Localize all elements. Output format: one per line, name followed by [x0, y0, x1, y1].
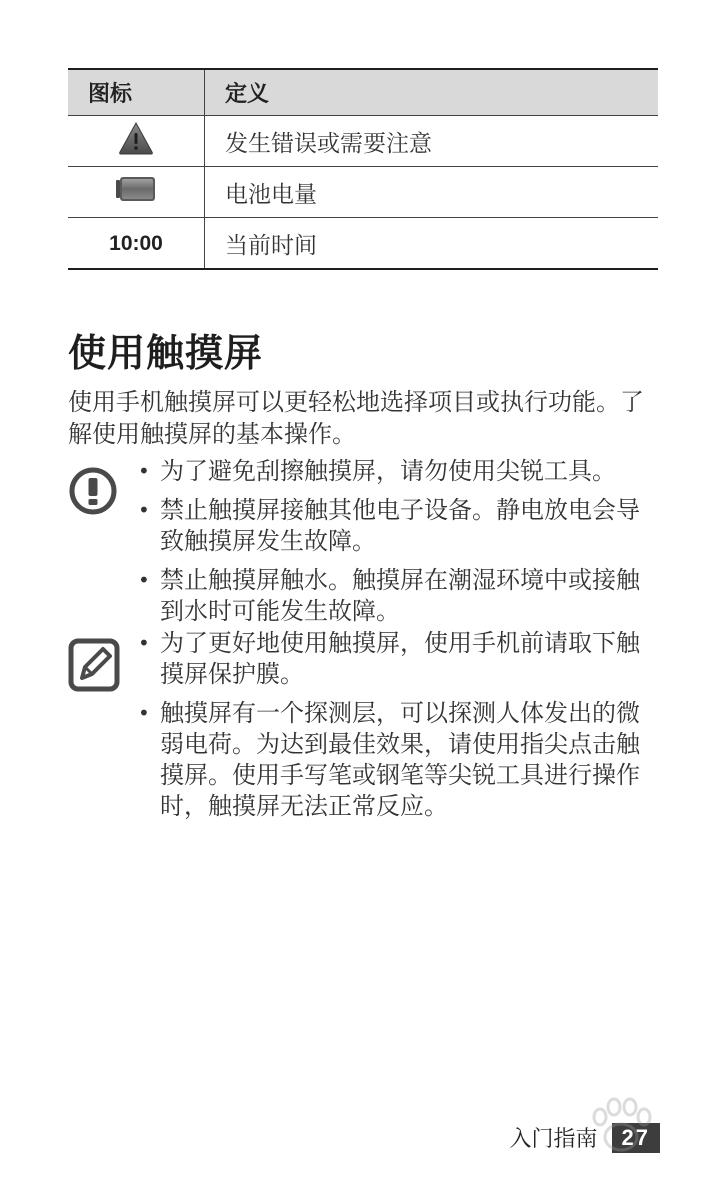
bullet-icon: • — [138, 498, 150, 522]
bullet-icon: • — [138, 701, 150, 725]
caution-notice — [68, 456, 658, 635]
list-item-text: 为了更好地使用触摸屏，使用手机前请取下触摸屏保护膜。 — [160, 629, 640, 688]
list-item-text: 禁止触摸屏接触其他电子设备。静电放电会导致触摸屏发生故障。 — [160, 496, 640, 555]
table-cell-icon — [68, 167, 205, 218]
list-item — [134, 495, 658, 557]
table-cell-definition: 发生错误或需要注意 — [205, 116, 659, 167]
list-item — [134, 628, 658, 690]
caution-list — [68, 456, 658, 627]
section-intro: 使用手机触摸屏可以更轻松地选择项目或执行功能。了解使用触摸屏的基本操作。 — [68, 388, 644, 448]
time-indicator-text: 10:00 — [109, 232, 163, 255]
bullet-icon: • — [138, 631, 150, 655]
table-cell-definition: 当前时间 — [205, 218, 659, 270]
table-cell-icon — [68, 116, 205, 167]
table-row — [68, 116, 658, 167]
table-header-icon: 图标 — [68, 69, 205, 116]
paw-watermark-icon — [536, 1087, 706, 1167]
table-cell-definition: 电池电量 — [205, 167, 659, 218]
list-item-text: 为了避免刮擦触摸屏，请勿使用尖锐工具。 — [160, 457, 616, 485]
list-item — [134, 698, 658, 822]
note-pencil-icon — [68, 638, 120, 696]
list-item-text: 触摸屏有一个探测层，可以探测人体发出的微弱电荷。为达到最佳效果，请使用指尖点击触摸屏。使用手写笔或钢笔等尖锐工具进行操作时，触摸屏无法正常反应。 — [160, 699, 640, 820]
list-item-text: 禁止触摸屏触水。触摸屏在潮湿环境中或接触到水时可能发生故障。 — [160, 566, 640, 625]
battery-icon — [115, 176, 157, 202]
note-list — [68, 628, 658, 822]
table-header-row — [68, 69, 658, 116]
bullet-icon: • — [138, 459, 150, 483]
list-item — [134, 456, 658, 487]
bullet-icon: • — [138, 568, 150, 592]
section-title: 使用触摸屏 — [68, 331, 264, 375]
note-notice — [68, 628, 658, 830]
footer-section-label: 入门指南 — [509, 1127, 598, 1152]
warning-triangle-icon — [118, 121, 154, 155]
icon-definition-table — [68, 68, 658, 270]
caution-exclamation-icon — [68, 466, 118, 520]
table-row — [68, 167, 658, 218]
list-item — [134, 565, 658, 627]
page-number-badge: 27 — [612, 1123, 660, 1153]
table-row — [68, 218, 658, 270]
table-cell-icon — [68, 218, 205, 270]
table-header-definition: 定义 — [205, 69, 659, 116]
